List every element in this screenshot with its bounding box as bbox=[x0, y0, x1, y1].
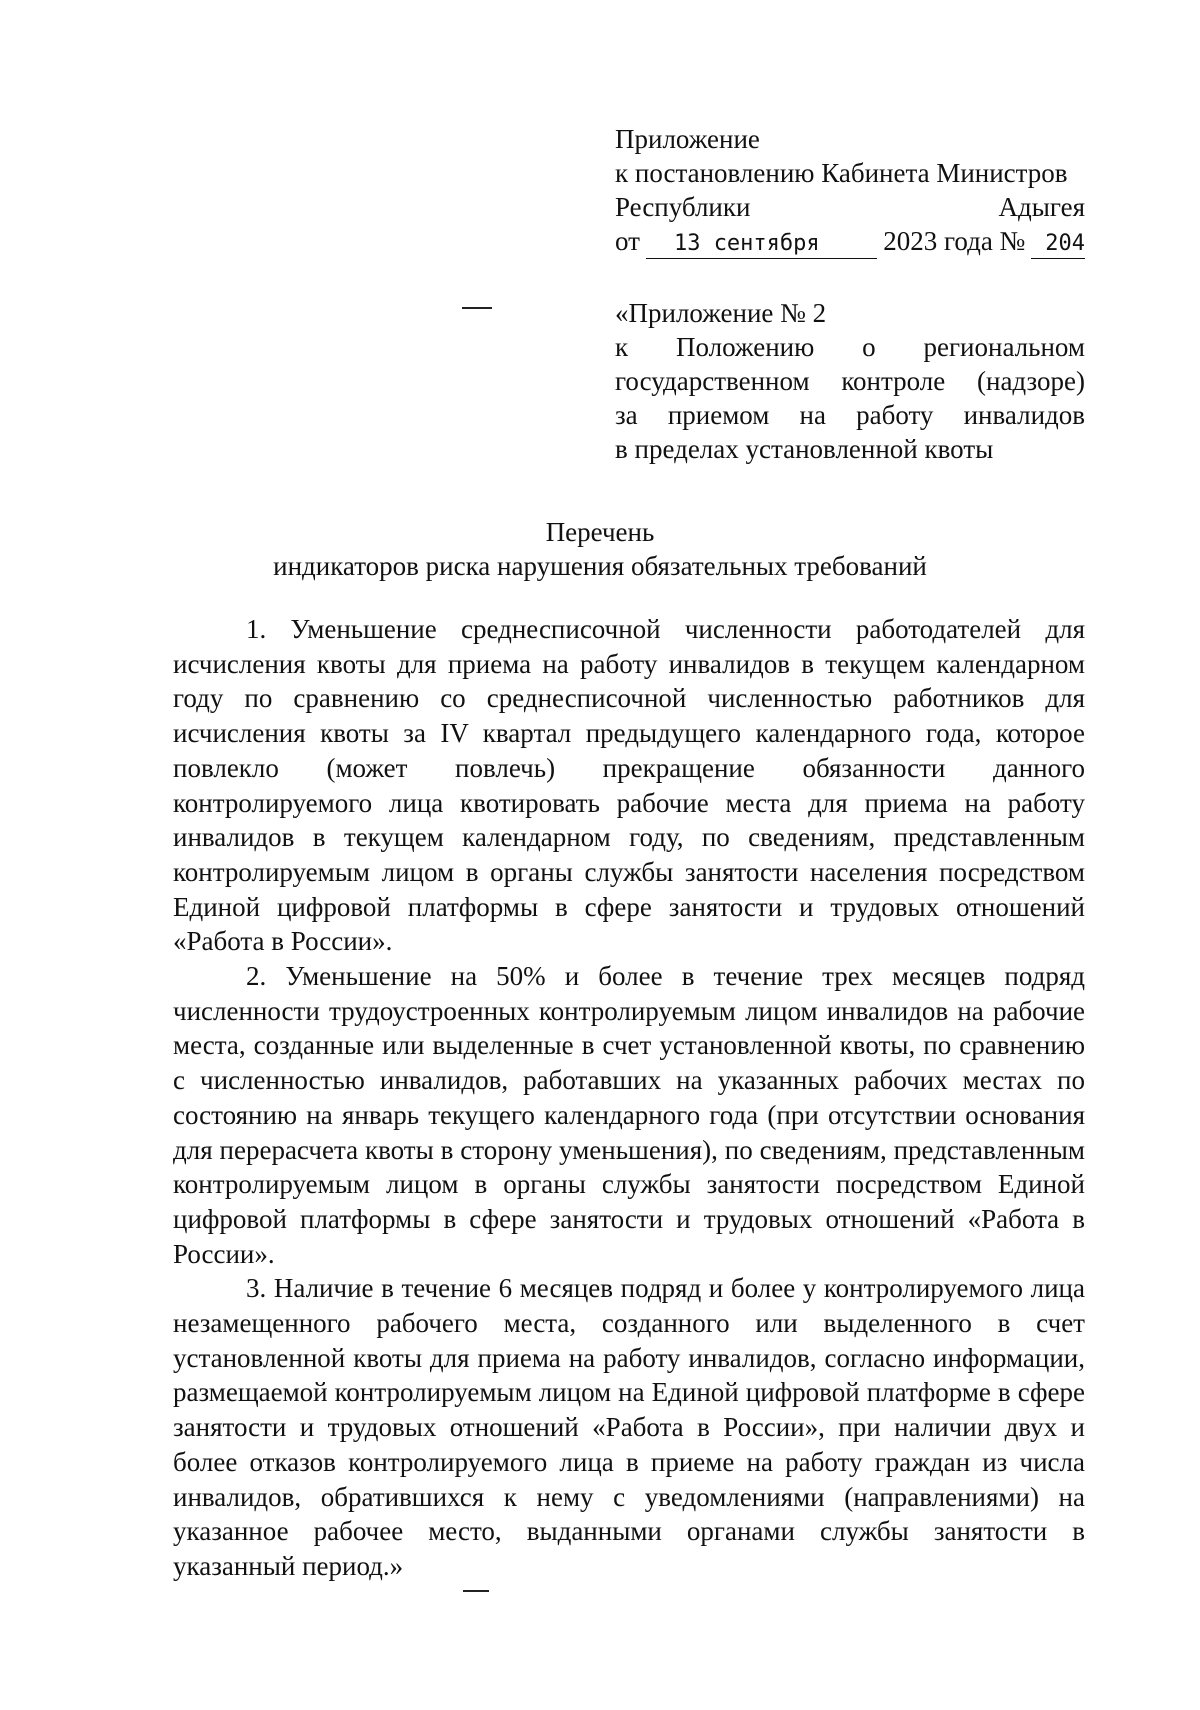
dash-mark-top bbox=[462, 307, 492, 309]
header-adygea-word: Адыгея bbox=[998, 192, 1085, 222]
appendix-line-4 bbox=[615, 398, 1085, 432]
appendix-word: Положению bbox=[675, 332, 815, 362]
appendix-word: (надзоре) bbox=[977, 366, 1085, 396]
appendix-word: приемом bbox=[667, 400, 770, 430]
appendix-word: к bbox=[615, 332, 629, 362]
resolution-header bbox=[615, 122, 1085, 259]
header-date-value: 13 сентября bbox=[646, 230, 877, 259]
appendix-word: за bbox=[615, 400, 638, 430]
appendix-word: инвалидов bbox=[963, 400, 1085, 430]
header-date-prefix: от bbox=[615, 226, 640, 256]
appendix-word: контроле bbox=[841, 366, 946, 396]
header-republic-word: Республики bbox=[615, 192, 751, 222]
dash-mark-bottom bbox=[463, 1590, 489, 1592]
body-paragraph-1: 1. Уменьшение среднесписочной численности работодателей для исчисления квоты для приема на работу инвалидов в текущем календарном году по сравнению со среднесписочной численностью работников для исчисления квоты за IV квартал предыдущего календарного года, которое повлекло (может повлечь) прекращение обязанности данного контролируемого лица квотировать рабочие места для приема на работу инвалидов в текущем календарном году, по сведениям, представленным контролируемым лицом в органы службы занятости населения посредством Единой цифровой платформы в сфере занятости и трудовых отношений «Работа в России». bbox=[173, 614, 1085, 957]
appendix-line-2 bbox=[615, 330, 1085, 364]
body-paragraph-3: 3. Наличие в течение 6 месяцев подряд и более у контролируемого лица незамещенного рабочего места, созданного или выделенного в счет установленной квоты для приема на работу инвалидов, согласно информации, размещаемой контролируемым лицом на Единой цифровой платформе в сфере занятости и трудовых отношений «Работа в России», при наличии двух и более отказов контролируемого лица в приеме на работу граждан из числа инвалидов, обратившихся к нему с уведомлениями (направлениями) на указанное рабочее место, выданными органами службы занятости в указанный период.» bbox=[173, 1273, 1085, 1581]
appendix-word: государственном bbox=[615, 366, 810, 396]
document-body bbox=[173, 612, 1085, 1584]
header-republic-line bbox=[615, 190, 1085, 224]
header-date-line bbox=[615, 224, 1085, 259]
appendix-word: о bbox=[862, 332, 876, 362]
header-resolution-line: к постановлению Кабинета Министров bbox=[615, 158, 1068, 188]
body-paragraph-2: 2. Уменьшение на 50% и более в течение трех месяцев подряд численности трудоустроенных контролируемым лицом инвалидов на рабочие места, созданные или выделенные в счет установленной квоты, по сравнению с численностью инвалидов, работавших на указанных рабочих местах по состоянию на январь текущего календарного года (при отсутствии основания для перерасчета квоты в сторону уменьшения), по сведениям, представленным контролируемым лицом в органы службы занятости посредством Единой цифровой платформы в сфере занятости и трудовых отношений «Работа в России». bbox=[173, 961, 1085, 1269]
header-year-text: 2023 года № bbox=[883, 226, 1026, 256]
header-number-value: 204 bbox=[1031, 230, 1085, 259]
appendix-word: работу bbox=[856, 400, 934, 430]
appendix-line-3 bbox=[615, 364, 1085, 398]
appendix-word: на bbox=[799, 400, 826, 430]
document-subtitle: индикаторов риска нарушения обязательных требований bbox=[273, 551, 927, 581]
appendix-header bbox=[615, 296, 1085, 466]
document-title: Перечень bbox=[545, 517, 655, 547]
header-attachment-label: Приложение bbox=[615, 124, 760, 154]
appendix-word: региональном bbox=[923, 332, 1085, 362]
appendix-line-5: в пределах установленной квоты bbox=[615, 434, 994, 464]
appendix-title-line: «Приложение № 2 bbox=[615, 298, 827, 328]
